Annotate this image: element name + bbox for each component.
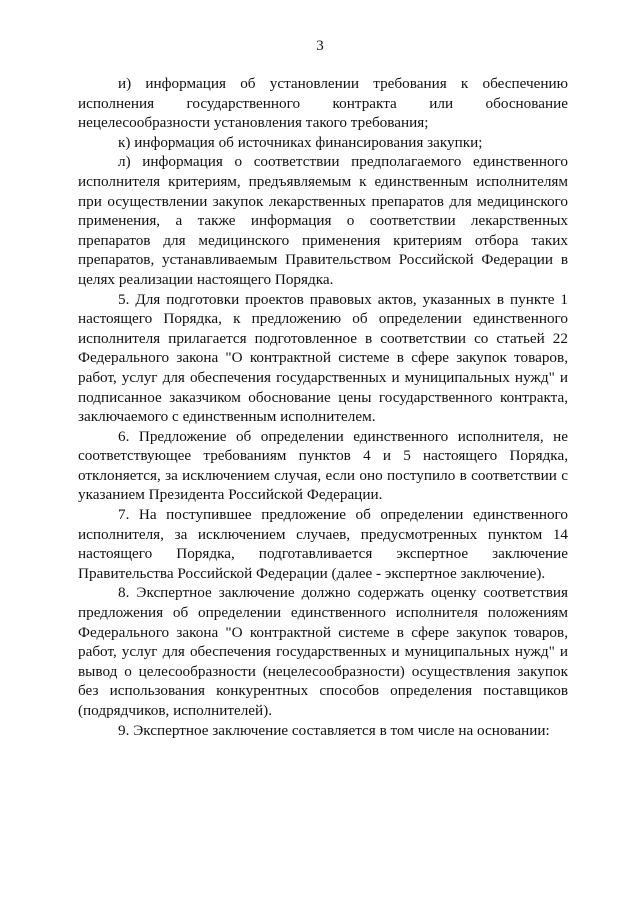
- paragraph-5: 5. Для подготовки проектов правовых актов, указанных в пункте 1 настоящего Порядка, к предложению об определении единственного исполнителя прилагается подготовленное в соответствии со статьей 22 Федерального закона "О контрактной системе в сфере закупок товаров, работ, услуг для обеспечения государственных и муниципальных нужд" и подписанное заказчиком обоснование цены государственного контракта, заключаемого с единственным исполнителем.: [78, 290, 568, 426]
- paragraph-6: 6. Предложение об определении единственного исполнителя, не соответствующее требованиям пунктов 4 и 5 настоящего Порядка, отклоняется, за исключением случая, если оно поступило в соответствии с указанием Президента Российской Федерации.: [78, 427, 568, 504]
- paragraph-7: 7. На поступившее предложение об определении единственного исполнителя, за исключением случаев, предусмотренных пунктом 14 настоящего Порядка, подготавливается экспертное заключение Правительства Российской Федерации (далее - экспертное заключение).: [78, 506, 568, 582]
- document-body: [78, 74, 568, 740]
- page-number: 3: [316, 38, 324, 54]
- paragraph-item-k: к) информация об источниках финансирования закупки;: [118, 133, 483, 151]
- paragraph-8: 8. Экспертное заключение должно содержать оценку соответствия предложения об определении единственного исполнителя положениям Федерального закона "О контрактной системе в сфере закупок товаров, работ, услуг для обеспечения государственных и муниципальных нужд" и вывод о целесообразности (нецелесообразности) осуществления закупок без использования конкурентных способов определения поставщиков (подрядчиков, исполнителей).: [78, 584, 568, 719]
- paragraph-item-l: л) информация о соответствии предполагаемого единственного исполнителя критериям, предъявляемым к единственным исполнителям при осуществлении закупок лекарственных препаратов для медицинского применения, а также информация о соответствии лекарственных препаратов для медицинского применения критериям отбора таких препаратов, устанавливаемым Правительством Российской Федерации в целях реализации настоящего Порядка.: [78, 153, 568, 288]
- paragraph-item-i: и) информация об установлении требования к обеспечению исполнения государственного контракта или обоснование нецелесообразности установления такого требования;: [78, 75, 568, 132]
- paragraph-9: 9. Экспертное заключение составляется в том числе на основании:: [118, 721, 550, 739]
